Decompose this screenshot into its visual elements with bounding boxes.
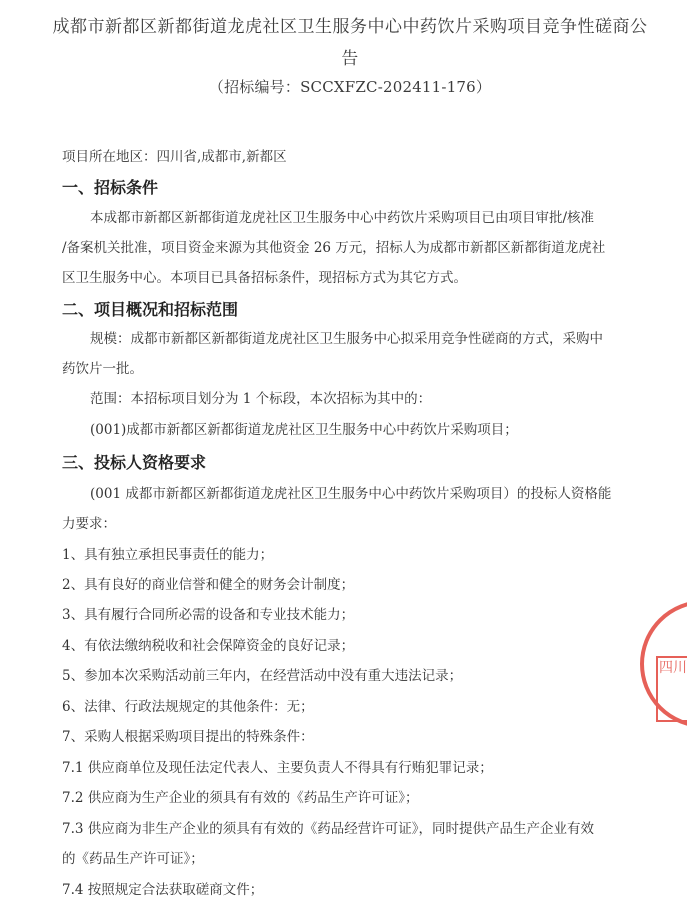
section1-heading: 一、招标条件: [62, 178, 159, 197]
section3-text-line1: (001 成都市新都区新都街道龙虎社区卫生服务中心中药饮片采购项目）的投标人资格能: [90, 486, 612, 502]
requirement-item: 7.1 供应商单位及现任法定代表人、主要负责人不得具有行贿犯罪记录；: [62, 760, 493, 776]
official-seal: [640, 600, 687, 728]
section3-text-line2: 力要求：: [62, 516, 116, 532]
project-region: 项目所在地区：四川省,成都市,新都区: [62, 149, 287, 165]
section2-text-line4: (001)成都市新都区新都街道龙虎社区卫生服务中心中药饮片采购项目；: [90, 422, 518, 438]
requirement-item: 7.2 供应商为生产企业的须具有有效的《药品生产许可证》；: [62, 790, 419, 806]
requirement-item: 7.3 供应商为非生产企业的须具有有效的《药品经营许可证》，同时提供产品生产企业有效: [62, 821, 595, 837]
section1-text-line1: 本成都市新都区新都街道龙虎社区卫生服务中心中药饮片采购项目已由项目审批/核准: [90, 210, 595, 226]
requirement-item: 6、法律、行政法规规定的其他条件：无；: [62, 699, 314, 715]
section3-heading: 三、投标人资格要求: [62, 453, 207, 472]
document-title-line1: 成都市新都区新都街道龙虎社区卫生服务中心中药饮片采购项目竞争性磋商公: [52, 17, 648, 37]
requirement-item: 1、具有独立承担民事责任的能力；: [62, 547, 274, 563]
requirement-item: 7、采购人根据采购项目提出的特殊条件：: [62, 729, 314, 745]
requirement-item: 7.4 按照规定合法获取磋商文件；: [62, 882, 264, 898]
requirement-item: 5、参加本次采购活动前三年内，在经营活动中没有重大违法记录；: [62, 668, 463, 684]
requirement-item: 4、有依法缴纳税收和社会保障资金的良好记录；: [62, 638, 355, 654]
requirement-item: 2、具有良好的商业信誉和健全的财务会计制度；: [62, 577, 355, 593]
tender-number: （招标编号：SCCXFZC-202411-176）: [208, 78, 492, 96]
section1-text-line2: /备案机关批准，项目资金来源为其他资金 26 万元，招标人为成都市新都区新都街道龙虎社: [62, 240, 606, 256]
section2-text-line2: 药饮片一批。: [62, 361, 143, 377]
section2-text-line1: 规模：成都市新都区新都街道龙虎社区卫生服务中心拟采用竞争性磋商的方式，采购中: [90, 331, 603, 347]
document-title-line2: 告: [341, 49, 359, 69]
section2-text-line3: 范围：本招标项目划分为 1 个标段，本次招标为其中的：: [90, 391, 432, 407]
requirement-item: 的《药品生产许可证》；: [62, 851, 204, 867]
section2-heading: 二、项目概况和招标范围: [62, 300, 239, 319]
seal-text: 四川: [656, 656, 687, 722]
section1-text-line3: 区卫生服务中心。本项目已具备招标条件，现招标方式为其它方式。: [62, 270, 467, 286]
requirement-item: 3、具有履行合同所必需的设备和专业技术能力；: [62, 607, 355, 623]
